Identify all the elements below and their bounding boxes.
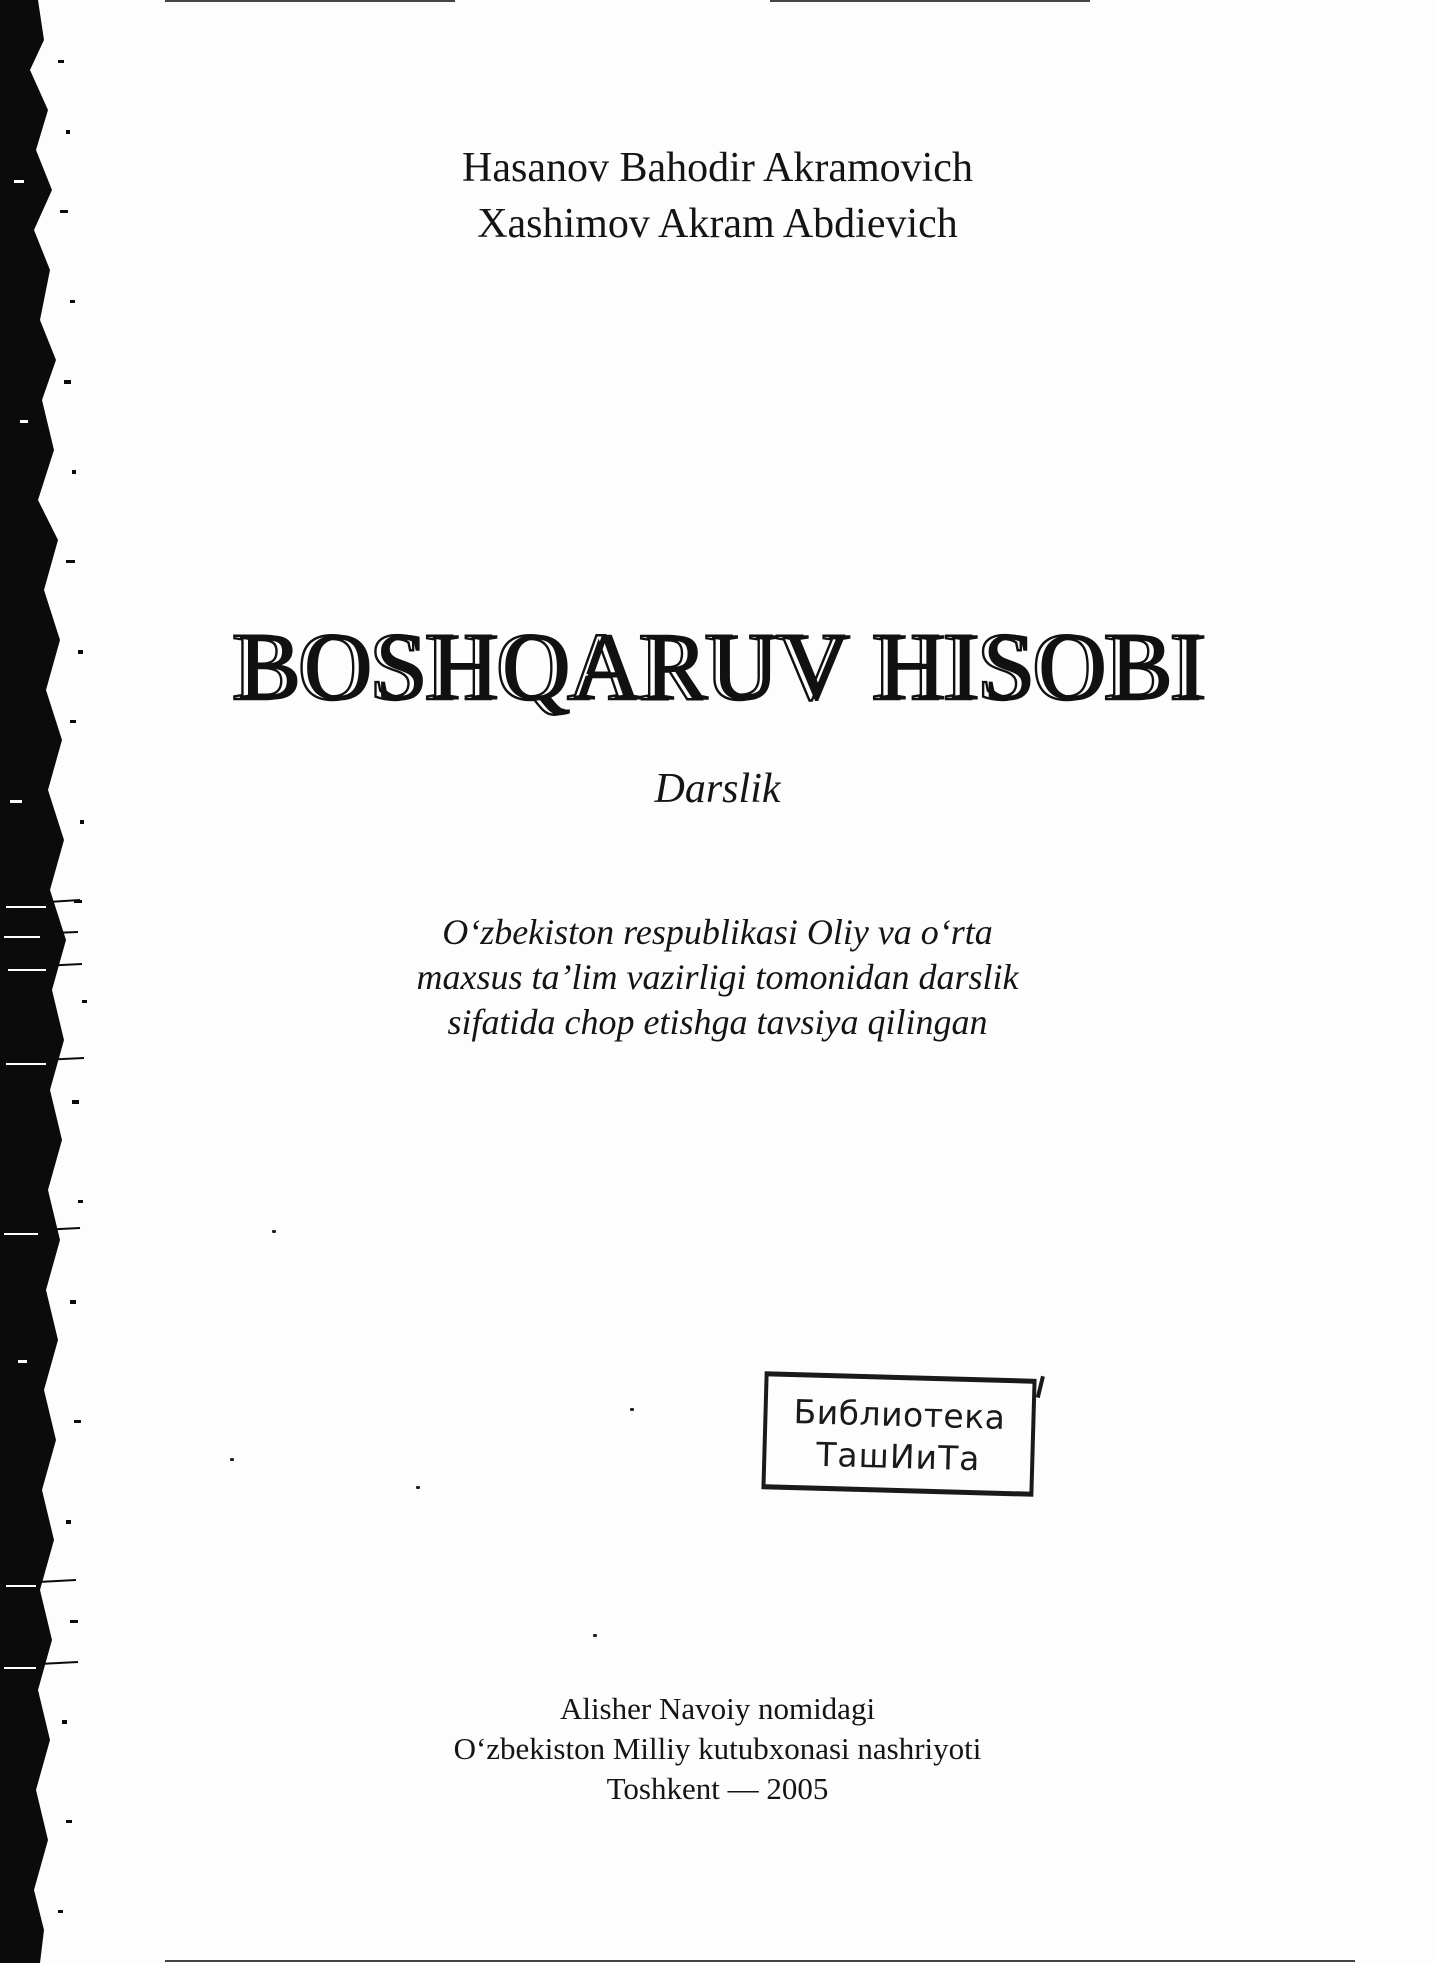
approval-line: sifatida chop etishga tavsiya qilingan xyxy=(447,1002,988,1042)
book-subtitle: Darslik xyxy=(654,766,781,812)
book-title-text: BOSHQARUV HISOBI BOSHQARUV HISOBI xyxy=(232,612,1204,722)
publisher-imprint xyxy=(0,1689,1435,1809)
ministry-approval-note xyxy=(0,910,1435,1045)
approval-line: maxsus ta’lim vazirligi tomonidan darslik xyxy=(416,957,1019,997)
top-scan-rule-right xyxy=(770,0,1090,2)
publisher-line: O‘zbekiston Milliy kutubxonasi nashriyoti xyxy=(453,1731,982,1766)
stamp-corner-mark xyxy=(1036,1376,1045,1398)
scan-speck xyxy=(416,1486,420,1489)
stamp-line: Библиотека xyxy=(793,1392,1006,1437)
stamp-line: ТашИиТа xyxy=(815,1434,981,1479)
publisher-line: Toshkent — 2005 xyxy=(606,1771,829,1806)
scan-speck xyxy=(272,1230,276,1233)
bottom-scan-rule xyxy=(165,1960,1355,1962)
scan-speck xyxy=(593,1634,597,1637)
author-name: Hasanov Bahodir Akramovich xyxy=(462,145,973,191)
top-scan-rule-left xyxy=(165,0,455,2)
scan-speck xyxy=(230,1458,234,1461)
book-title xyxy=(0,612,1435,722)
authors xyxy=(0,140,1435,252)
publisher-line: Alisher Navoiy nomidagi xyxy=(559,1691,876,1726)
scan-speck xyxy=(630,1408,634,1411)
approval-line: O‘zbekiston respublikasi Oliy va o‘rta xyxy=(442,912,993,952)
author-name: Xashimov Akram Abdievich xyxy=(477,201,958,247)
library-stamp xyxy=(761,1371,1036,1497)
